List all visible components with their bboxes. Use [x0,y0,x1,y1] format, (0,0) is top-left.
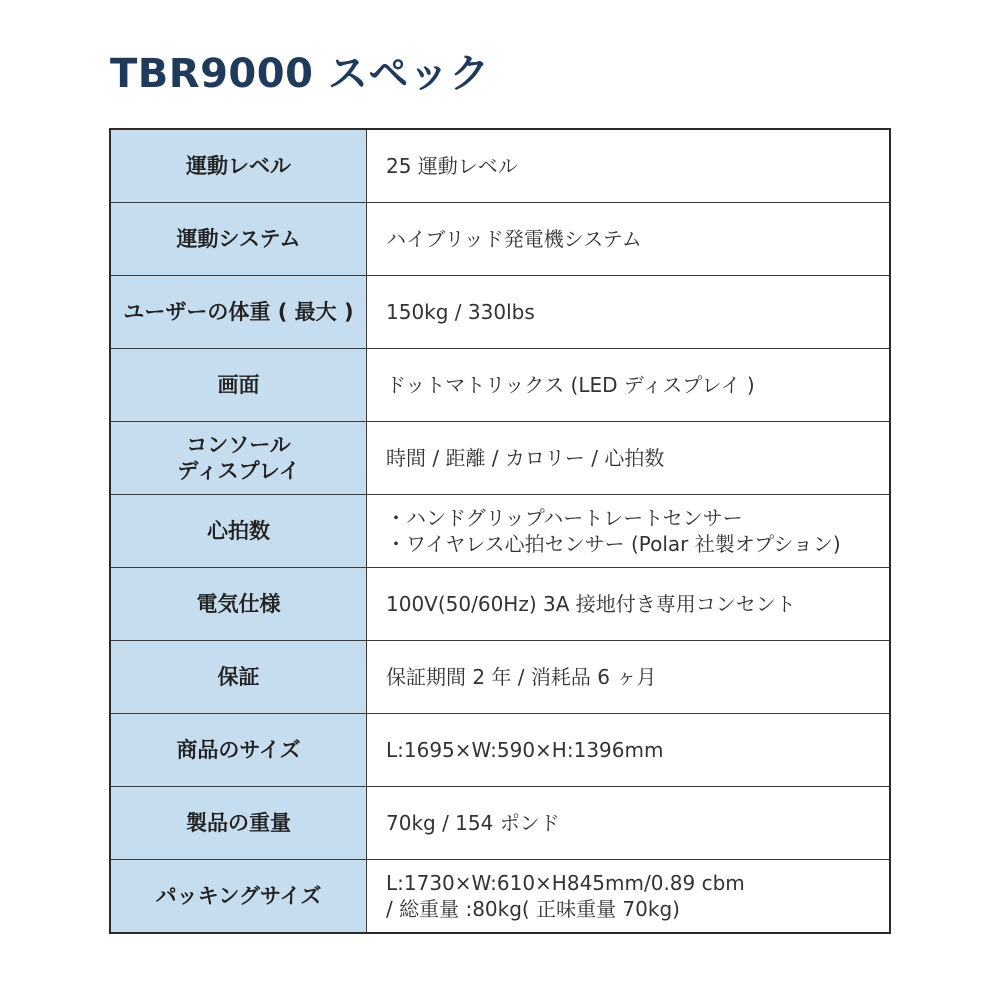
spec-label: 製品の重量 [110,787,367,860]
spec-row-exercise-system [110,203,890,276]
spec-row-product-size [110,714,890,787]
spec-label: 画面 [110,349,367,422]
spec-label: 商品のサイズ [110,714,367,787]
spec-label: 保証 [110,641,367,714]
spec-value: ・ハンドグリップハートレートセンサー ・ワイヤレス心拍センサー (Polar 社製オプション) [367,495,891,568]
spec-row-exercise-level [110,129,890,203]
spec-label: コンソール ディスプレイ [110,422,367,495]
spec-value: 70kg / 154 ポンド [367,787,891,860]
spec-row-screen [110,349,890,422]
spec-value: 時間 / 距離 / カロリー / 心拍数 [367,422,891,495]
spec-value: L:1730×W:610×H845mm/0.89 cbm / 総重量 :80kg( 正味重量 70kg) [367,860,891,934]
spec-value: 150kg / 330lbs [367,276,891,349]
spec-value: 100V(50/60Hz) 3A 接地付き専用コンセント [367,568,891,641]
spec-label: 電気仕様 [110,568,367,641]
spec-label: 運動レベル [110,129,367,203]
spec-value: ハイブリッド発電機システム [367,203,891,276]
spec-label: パッキングサイズ [110,860,367,934]
spec-row-warranty [110,641,890,714]
spec-label: 心拍数 [110,495,367,568]
spec-row-product-weight [110,787,890,860]
spec-label: ユーザーの体重 ( 最大 ) [110,276,367,349]
page-title: TBR9000 スペック [110,51,490,97]
spec-row-electrical [110,568,890,641]
spec-row-console-display [110,422,890,495]
spec-label: 運動システム [110,203,367,276]
spec-value: ドットマトリックス (LED ディスプレイ ) [367,349,891,422]
spec-row-max-user-weight [110,276,890,349]
spec-value: L:1695×W:590×H:1396mm [367,714,891,787]
spec-value: 保証期間 2 年 / 消耗品 6 ヶ月 [367,641,891,714]
spec-row-heart-rate [110,495,890,568]
spec-row-packing-size [110,860,890,934]
spec-table [109,128,891,934]
spec-value: 25 運動レベル [367,129,891,203]
